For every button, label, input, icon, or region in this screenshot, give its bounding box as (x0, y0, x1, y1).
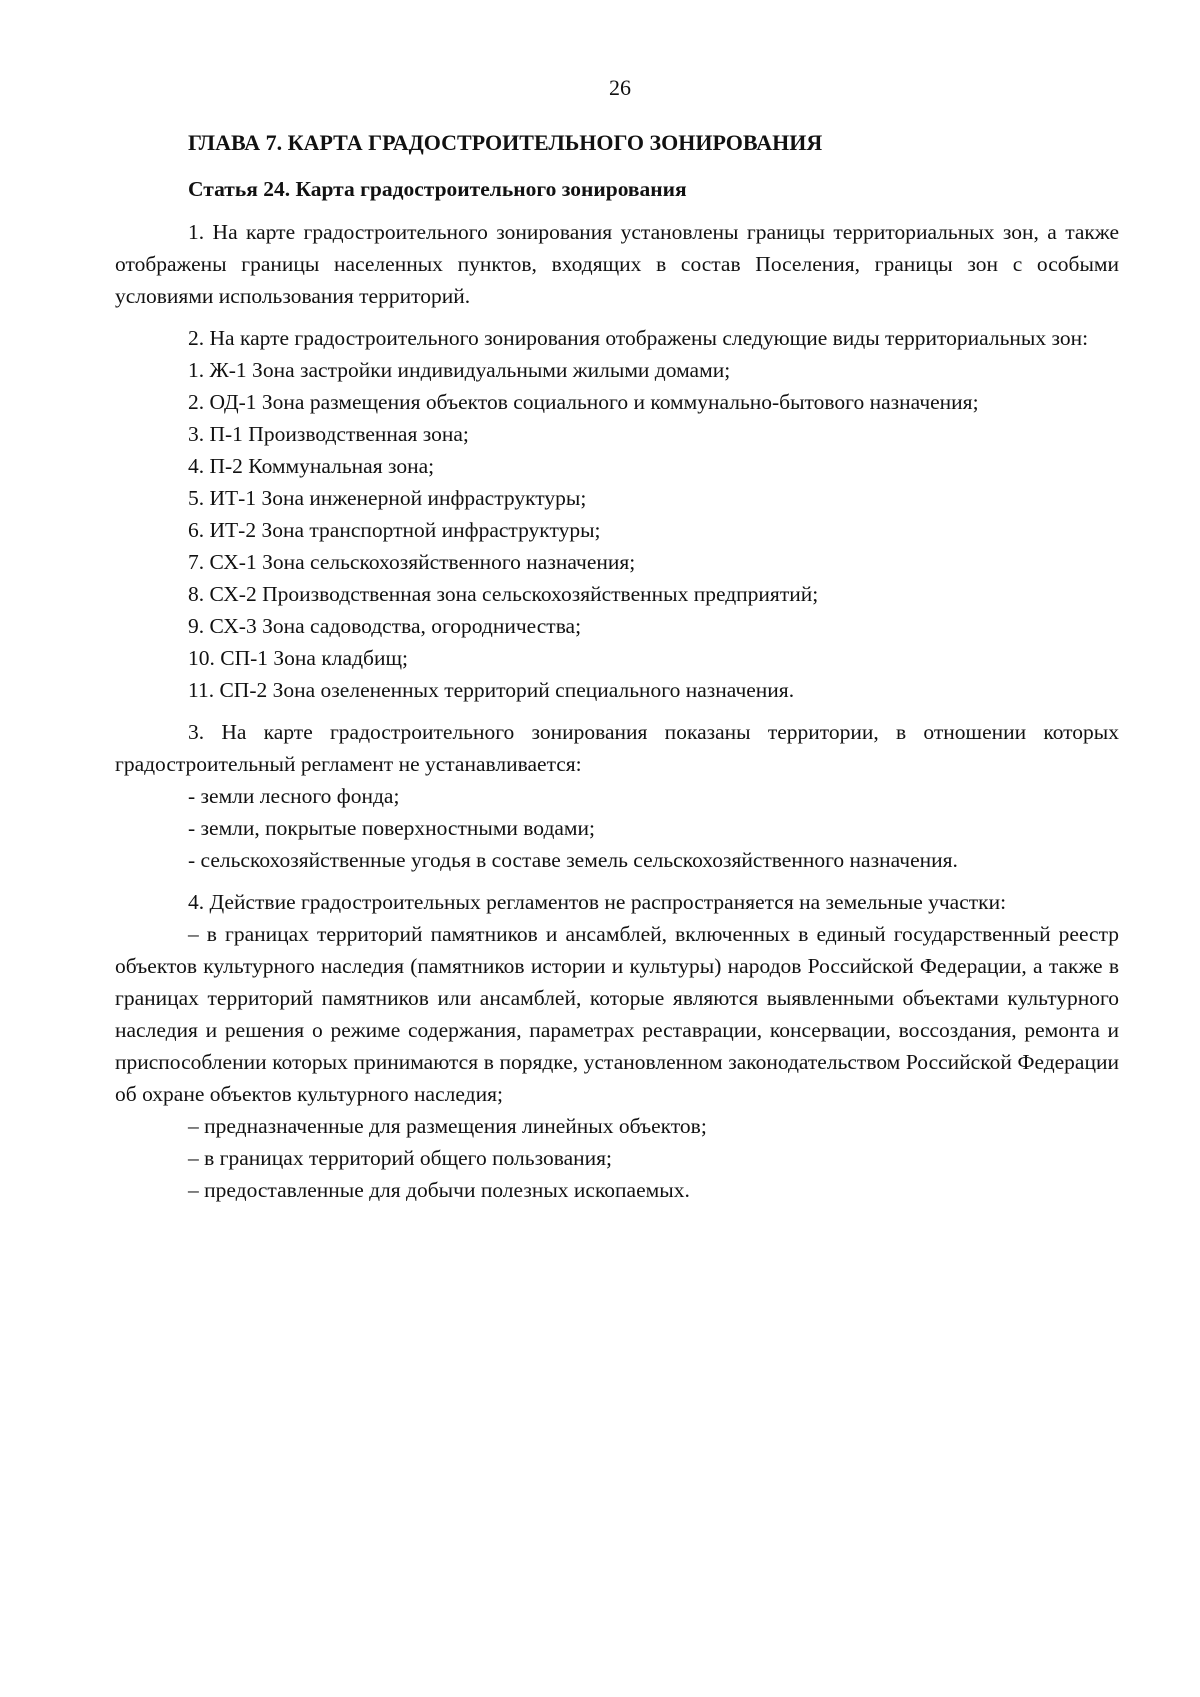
exempt-plots-list (115, 1110, 1119, 1206)
zone-item: 1. Ж-1 Зона застройки индивидуальными жилыми домами; (188, 358, 731, 382)
zone-item: 9. СХ-3 Зона садоводства, огородничества; (188, 614, 582, 638)
paragraph-4: 4. Действие градостроительных регламентов не распространяется на земельные участки: (188, 890, 1007, 914)
zone-item: 5. ИТ-1 Зона инженерной инфраструктуры; (188, 486, 587, 510)
list-item: – в границах территорий общего пользования; (188, 1146, 612, 1170)
unregulated-territories-list (115, 780, 1119, 876)
list-item: - сельскохозяйственные угодья в составе земель сельскохозяйственного назначения. (188, 848, 958, 872)
list-item: - земли, покрытые поверхностными водами; (188, 816, 596, 840)
zone-item: 7. СХ-1 Зона сельскохозяйственного назначения; (188, 550, 636, 574)
list-item: – предоставленные для добычи полезных ископаемых. (188, 1178, 690, 1202)
paragraph-3: 3. На карте градостроительного зонирования показаны территории, в отношении которых градостроительный регламент не устанавливается: (115, 720, 1119, 776)
zone-item: 8. СХ-2 Производственная зона сельскохозяйственных предприятий; (188, 582, 819, 606)
zone-item: 6. ИТ-2 Зона транспортной инфраструктуры; (188, 518, 601, 542)
page-number: 26 (609, 75, 631, 100)
list-item: - земли лесного фонда; (188, 784, 400, 808)
zone-list (115, 354, 1119, 706)
chapter-title: ГЛАВА 7. КАРТА ГРАДОСТРОИТЕЛЬНОГО ЗОНИРОВАНИЯ (188, 130, 823, 155)
list-item: – предназначенные для размещения линейных объектов; (188, 1114, 707, 1138)
zone-item: 3. П-1 Производственная зона; (188, 422, 469, 446)
paragraph-4-heritage: – в границах территорий памятников и ансамблей, включенных в единый государственный реестр объектов культурного наследия (памятников истории и культуры) народов Российской Федерации, а также в границах территорий памятников или ансамблей, которые являются выявленными объектами культурного наследия и решения о режиме содержания, параметрах реставрации, консервации, воссоздания, ремонта и приспособлении которых принимаются в порядке, установленном законодательством Российской Федерации об охране объектов культурного наследия; (115, 922, 1119, 1106)
zone-item: 11. СП-2 Зона озелененных территорий специального назначения. (188, 678, 795, 702)
document-body (115, 128, 1119, 1206)
zone-item: 10. СП-1 Зона кладбищ; (188, 646, 408, 670)
zone-item: 2. ОД-1 Зона размещения объектов социального и коммунально-бытового назначения; (188, 390, 979, 414)
zone-item: 4. П-2 Коммунальная зона; (188, 454, 435, 478)
article-title: Статья 24. Карта градостроительного зонирования (188, 177, 687, 201)
paragraph-2: 2. На карте градостроительного зонирования отображены следующие виды территориальных зон: (188, 326, 1089, 350)
paragraph-1: 1. На карте градостроительного зонирования установлены границы территориальных зон, а также отображены границы населенных пунктов, входящих в состав Поселения, границы зон с особыми условиями использования территорий. (115, 220, 1119, 308)
